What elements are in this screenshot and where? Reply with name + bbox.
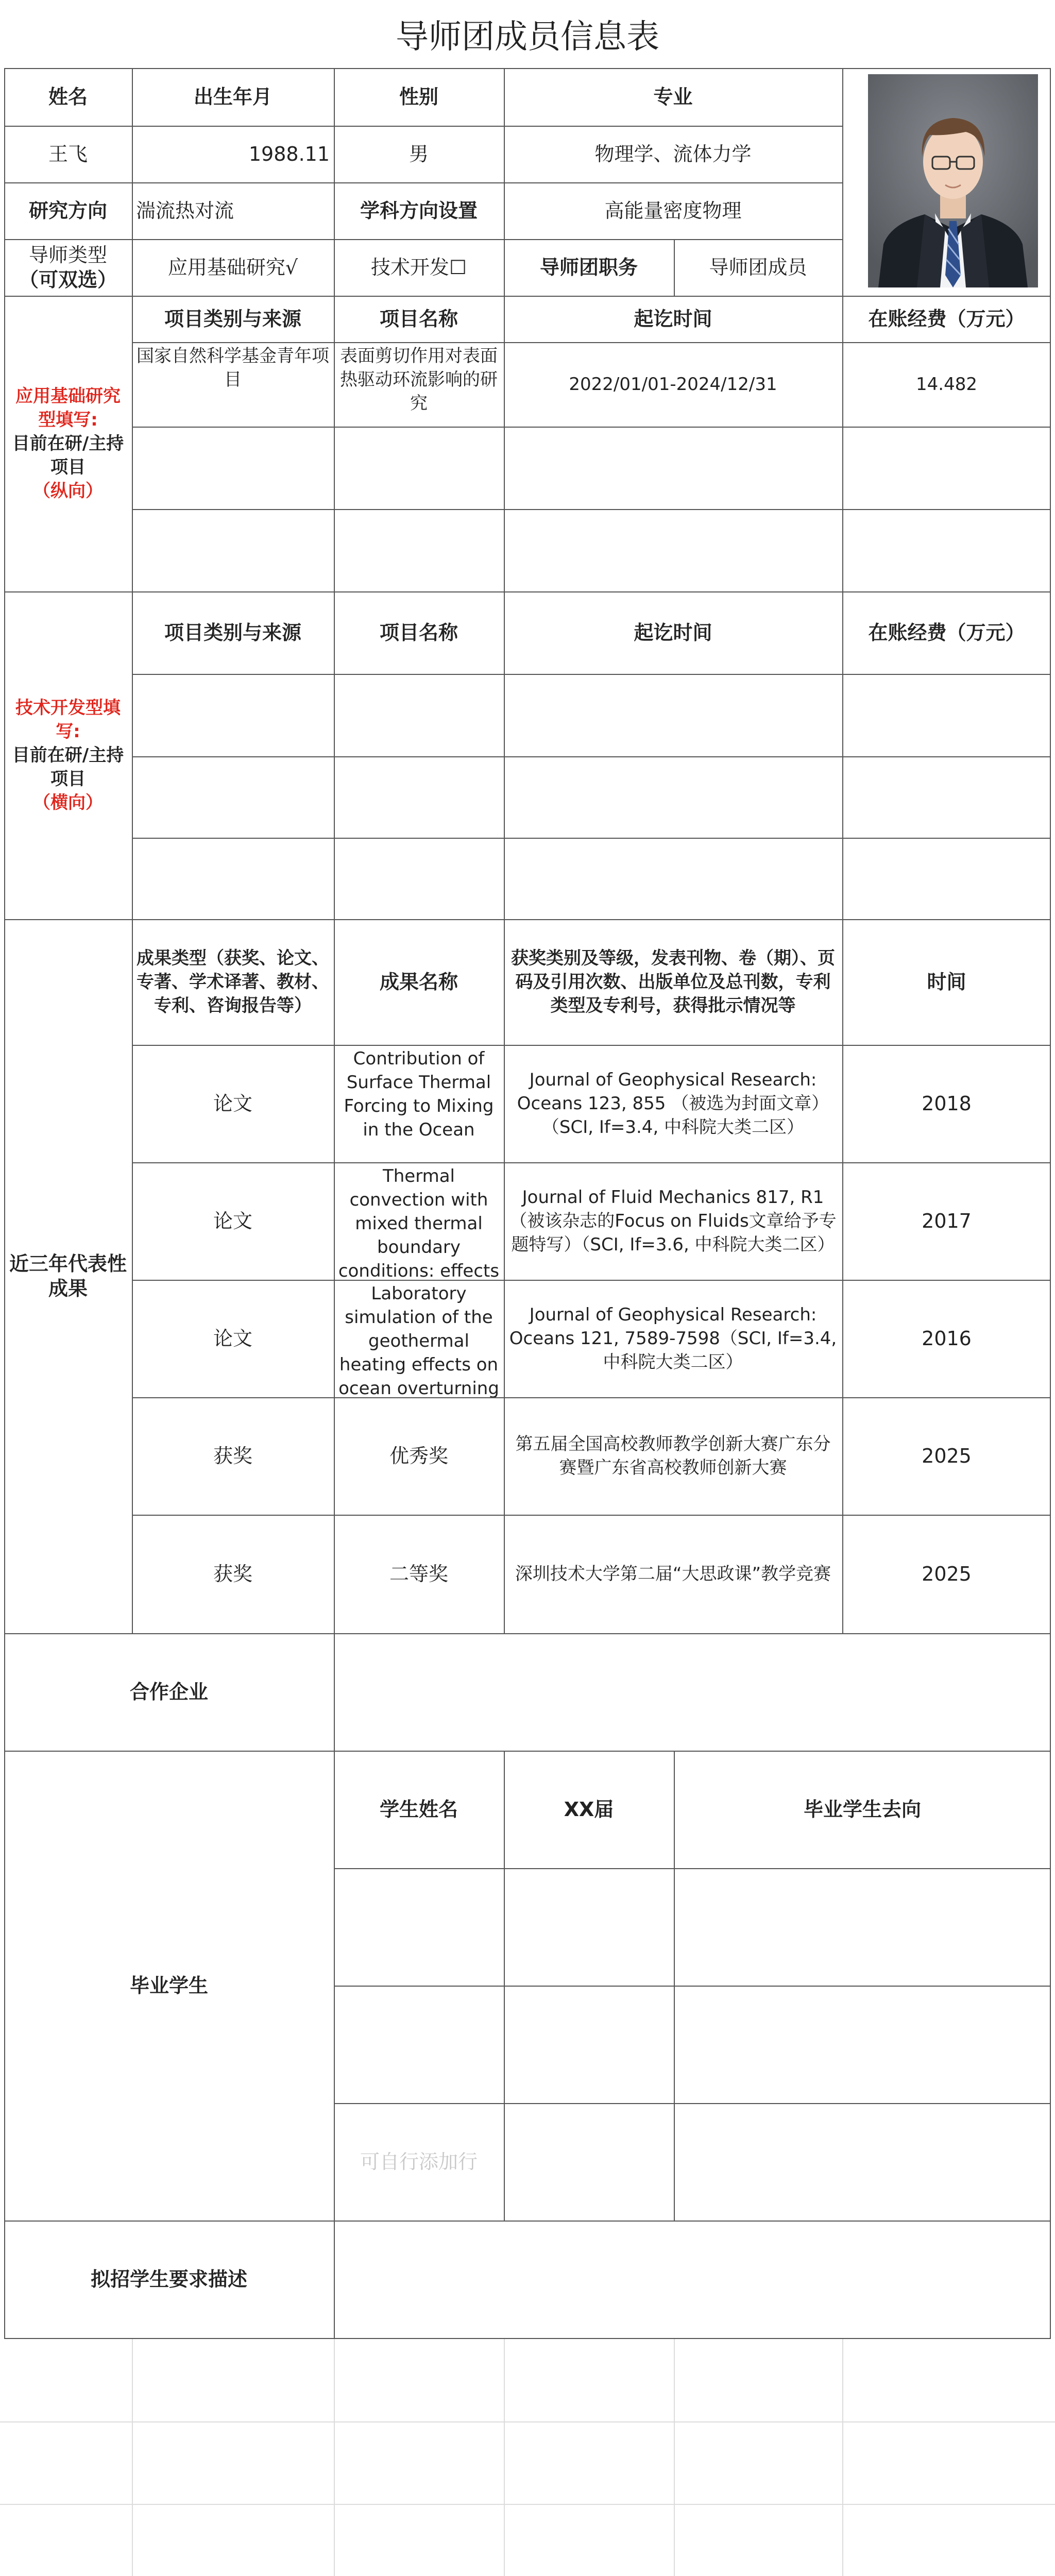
ach-row-name: Thermal convection with mixed thermal boundary conditions: effects <box>338 1166 500 1280</box>
header-research: 研究方向 <box>28 199 107 222</box>
value-birth: 1988.11 <box>248 143 330 165</box>
value-position: 导师团成员 <box>709 256 807 279</box>
portrait-photo <box>868 74 1038 287</box>
header-major: 专业 <box>653 86 693 108</box>
ach-header-name: 成果名称 <box>379 971 458 993</box>
tech-side-red: 技术开发型填写: <box>15 698 121 742</box>
type-applied-option[interactable]: 应用基础研究√ <box>167 256 298 279</box>
ach-row-type: 论文 <box>213 1327 252 1350</box>
applied-side-red2: （纵向） <box>33 481 103 501</box>
grad-header-year: XX届 <box>564 1798 614 1821</box>
applied-header-time: 起讫时间 <box>634 308 712 330</box>
achievements-side-label: 近三年代表性成果 <box>9 1252 127 1300</box>
tech-header-name: 项目名称 <box>379 621 458 644</box>
ach-header-type: 成果类型（获奖、论文、专著、学术译著、教材、专利、咨询报告等） <box>137 948 329 1016</box>
value-name: 王飞 <box>48 143 88 165</box>
ach-row-detail: Journal of Fluid Mechanics 817, R1（被该杂志的Focus on Fluids文章给予专题特写）（SCI, If=3.6, 中科院大类二区） <box>509 1187 837 1255</box>
value-research: 湍流热对流 <box>136 199 234 222</box>
page-title: 导师团成员信息表 <box>396 18 659 56</box>
tech-side-label <box>4 591 132 919</box>
applied-row-funds: 14.482 <box>916 374 977 395</box>
tech-header-source: 项目类别与来源 <box>164 621 301 644</box>
tech-header-time: 起讫时间 <box>634 621 712 644</box>
ach-row-time: 2025 <box>922 1563 972 1585</box>
graduates-label: 毕业学生 <box>129 1974 208 1997</box>
ach-header-time: 时间 <box>927 971 966 993</box>
header-discipline: 学科方向设置 <box>360 199 478 222</box>
ach-row-detail: Journal of Geophysical Research: Oceans 123, 855 （被选为封面文章）（SCI, If=3.4, 中科院大类二区） <box>517 1070 829 1138</box>
tech-side-red2: （横向） <box>33 792 103 813</box>
mentor-type-label: 导师类型 <box>28 244 107 266</box>
ach-row-name: 优秀奖 <box>389 1445 448 1467</box>
applied-side-label <box>4 296 132 591</box>
applied-header-source: 项目类别与来源 <box>164 308 301 330</box>
applied-side-black: 目前在研/主持项目 <box>12 433 124 478</box>
recruit-value[interactable] <box>334 2221 1051 2338</box>
ach-row-time: 2018 <box>922 1092 972 1115</box>
tech-side-black: 目前在研/主持项目 <box>12 745 124 789</box>
ach-row-detail: 第五届全国高校教师教学创新大赛广东分赛暨广东省高校教师创新大赛 <box>515 1434 831 1478</box>
grad-header-name: 学生姓名 <box>379 1798 458 1821</box>
ach-row-type: 论文 <box>213 1210 252 1232</box>
value-gender: 男 <box>409 143 429 165</box>
ach-row-time: 2017 <box>922 1210 972 1232</box>
applied-header-funds: 在账经费（万元） <box>868 308 1025 330</box>
header-position: 导师团职务 <box>539 256 638 279</box>
ach-row-detail: 深圳技术大学第二届“大思政课”教学竞赛 <box>515 1564 831 1584</box>
mentor-type-note: （可双选） <box>19 268 117 291</box>
grad-add-row-hint: 可自行添加行 <box>360 2150 478 2173</box>
header-gender: 性别 <box>399 86 438 108</box>
ach-row-type: 论文 <box>213 1092 252 1115</box>
ach-header-detail: 获奖类别及等级，发表刊物、卷（期）、页码及引用次数、出版单位及总刊数，专利类型及专利号，获得批示情况等 <box>511 948 835 1016</box>
cooperation-value[interactable] <box>334 1633 1051 1751</box>
applied-row-source: 国家自然科学基金青年项目 <box>137 346 329 390</box>
ach-row-time: 2025 <box>922 1445 972 1467</box>
applied-header-name: 项目名称 <box>379 308 458 330</box>
applied-row-name: 表面剪切作用对表面热驱动环流影响的研究 <box>340 346 498 414</box>
ach-row-type: 获奖 <box>213 1563 252 1585</box>
grad-header-destination: 毕业学生去向 <box>803 1798 921 1821</box>
value-major: 物理学、流体力学 <box>594 143 752 165</box>
header-birth: 出生年月 <box>193 86 272 108</box>
portrait-photo-icon <box>868 74 1038 287</box>
applied-side-red: 应用基础研究型填写: <box>15 386 121 430</box>
value-discipline: 高能量密度物理 <box>604 199 742 222</box>
applied-row-time: 2022/01/01-2024/12/31 <box>569 374 777 395</box>
ach-row-name: Laboratory simulation of the geothermal heating effects on ocean overturning <box>338 1283 499 1397</box>
header-mentor-type <box>4 239 132 296</box>
ach-row-detail: Journal of Geophysical Research: Oceans 121, 7589-7598（SCI, If=3.4, 中科院大类二区） <box>509 1304 837 1372</box>
header-name: 姓名 <box>48 86 88 108</box>
ach-row-type: 获奖 <box>213 1445 252 1467</box>
recruit-label: 拟招学生要求描述 <box>90 2268 247 2291</box>
tech-header-funds: 在账经费（万元） <box>868 621 1025 644</box>
ach-row-time: 2016 <box>922 1327 972 1350</box>
ach-row-name: 二等奖 <box>389 1563 448 1585</box>
ach-row-name: Contribution of Surface Thermal Forcing to Mixing in the Ocean <box>344 1048 494 1140</box>
cooperation-label: 合作企业 <box>129 1681 208 1703</box>
type-tech-option[interactable]: 技术开发☐ <box>370 256 467 279</box>
